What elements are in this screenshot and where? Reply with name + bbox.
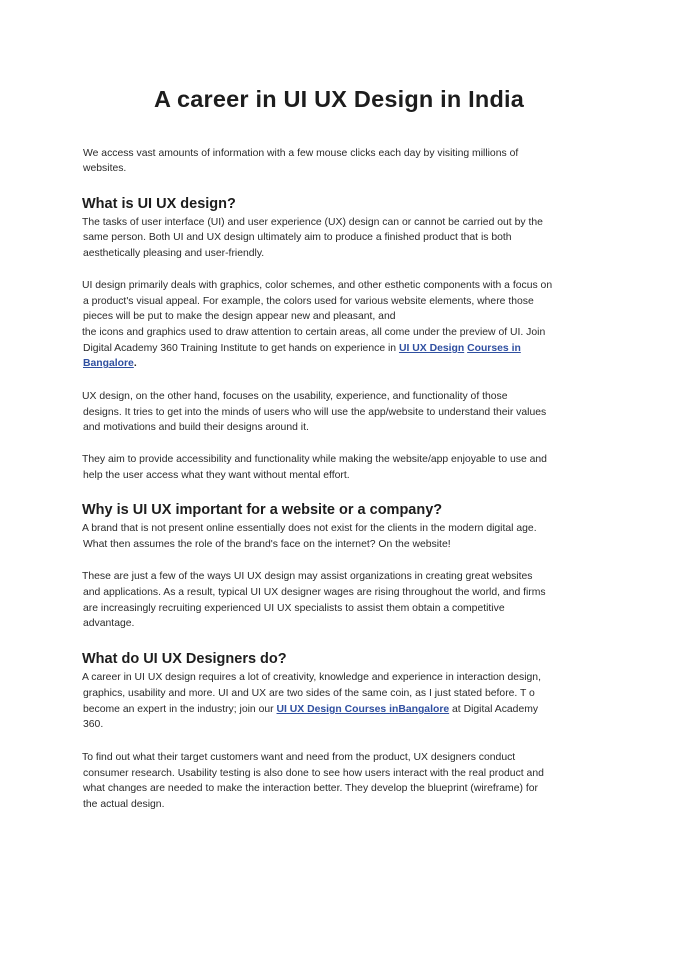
s2-p1-line-2: What then assumes the role of the brand's face on the internet? On the website! [83,539,451,550]
s3-p1-line-2: graphics, usability and more. UI and UX are two sides of the same coin, as I just stated before. T o [83,688,535,699]
s1-p2-line-3: pieces will be put to make the design appear new and pleasant, and [83,311,396,322]
s3-p1-line-3 [83,703,538,717]
s3-p1-line-3-text: become an expert in the industry; join our [83,704,274,715]
intro-line-1: We access vast amounts of information with a few mouse clicks each day by visiting millions of [83,148,519,159]
s1-p3-line-2: designs. It tries to get into the minds of users who will use the app/website to understand their values [83,407,547,418]
s3-p2-line-2: consumer research. Usability testing is also done to see how users interact with the real product and [83,768,544,779]
s2-p2-line-1: These are just a few of the ways UI UX design may assist organizations in creating great websites [82,571,533,582]
s1-p2-line-5-text: Digital Academy 360 Training Institute to get hands on experience in [83,343,397,354]
section-heading-why-important: Why is UI UX important for a website or a company? [82,502,443,518]
s2-p2-line-3: are increasingly recruiting experienced UI UX specialists to assist them obtain a competitive [83,603,505,614]
s3-p2-line-4: the actual design. [83,799,165,810]
s2-p2-line-2: and applications. As a result, typical UI UX designer wages are rising throughout the world, and firms [83,587,546,598]
s3-p1-line-3-after: at Digital Academy [452,704,539,715]
intro-line-2: websites. [83,163,127,174]
s1-p2-line-1: UI design primarily deals with graphics, color schemes, and other esthetic components with a focus on [82,280,553,291]
bangalore-link-2[interactable]: Bangalore [398,704,450,715]
ui-ux-design-courses-in-link[interactable]: UI UX Design Courses in [276,704,399,715]
s1-p2-line-2: a product's visual appeal. For example, the colors used for various website elements, where those [83,296,534,307]
section-heading-what-is: What is UI UX design? [82,196,236,212]
courses-in-link[interactable]: Courses in [467,343,521,354]
s1-p2-line-4: the icons and graphics used to draw attention to certain areas, all come under the preview of UI. Join [82,327,546,338]
s1-p2-line-6 [83,357,137,371]
ui-ux-design-link[interactable]: UI UX Design [398,343,465,354]
s2-p2-line-4: advantage. [83,618,135,629]
s3-p1-line-4: 360. [83,719,104,730]
s1-p1-line-1: The tasks of user interface (UI) and user experience (UX) design can or cannot be carried out by the [82,217,543,228]
s1-p2-end: . [133,358,137,369]
s1-p3-line-1: UX design, on the other hand, focuses on the usability, experience, and functionality of those [82,391,508,402]
s2-p1-line-1: A brand that is not present online essentially does not exist for the clients in the modern digital age. [82,523,537,534]
s1-p1-line-2: same person. Both UI and UX design ultimately aim to produce a finished product that is both [83,232,512,243]
s1-p4-line-1: They aim to provide accessibility and functionality while making the website/app enjoyable to use and [82,454,547,465]
s3-p2-line-1: To find out what their target customers want and need from the product, UX designers conduct [82,752,516,763]
s1-p3-line-3: and motivations and build their designs around it. [83,422,309,433]
s1-p4-line-2: help the user access what they want without mental effort. [83,470,350,481]
section-heading-what-do: What do UI UX Designers do? [82,651,287,667]
bangalore-link[interactable]: Bangalore [83,358,134,369]
s3-p2-line-3: what changes are needed to make the interaction better. They develop the blueprint (wireframe) for [83,783,538,794]
page-title: A career in UI UX Design in India [153,86,525,112]
s1-p1-line-3: aesthetically pleasing and user-friendly. [83,248,265,259]
s1-p2-line-5 [83,342,521,356]
s3-p1-line-1: A career in UI UX design requires a lot of creativity, knowledge and experience in interaction design, [82,672,541,683]
